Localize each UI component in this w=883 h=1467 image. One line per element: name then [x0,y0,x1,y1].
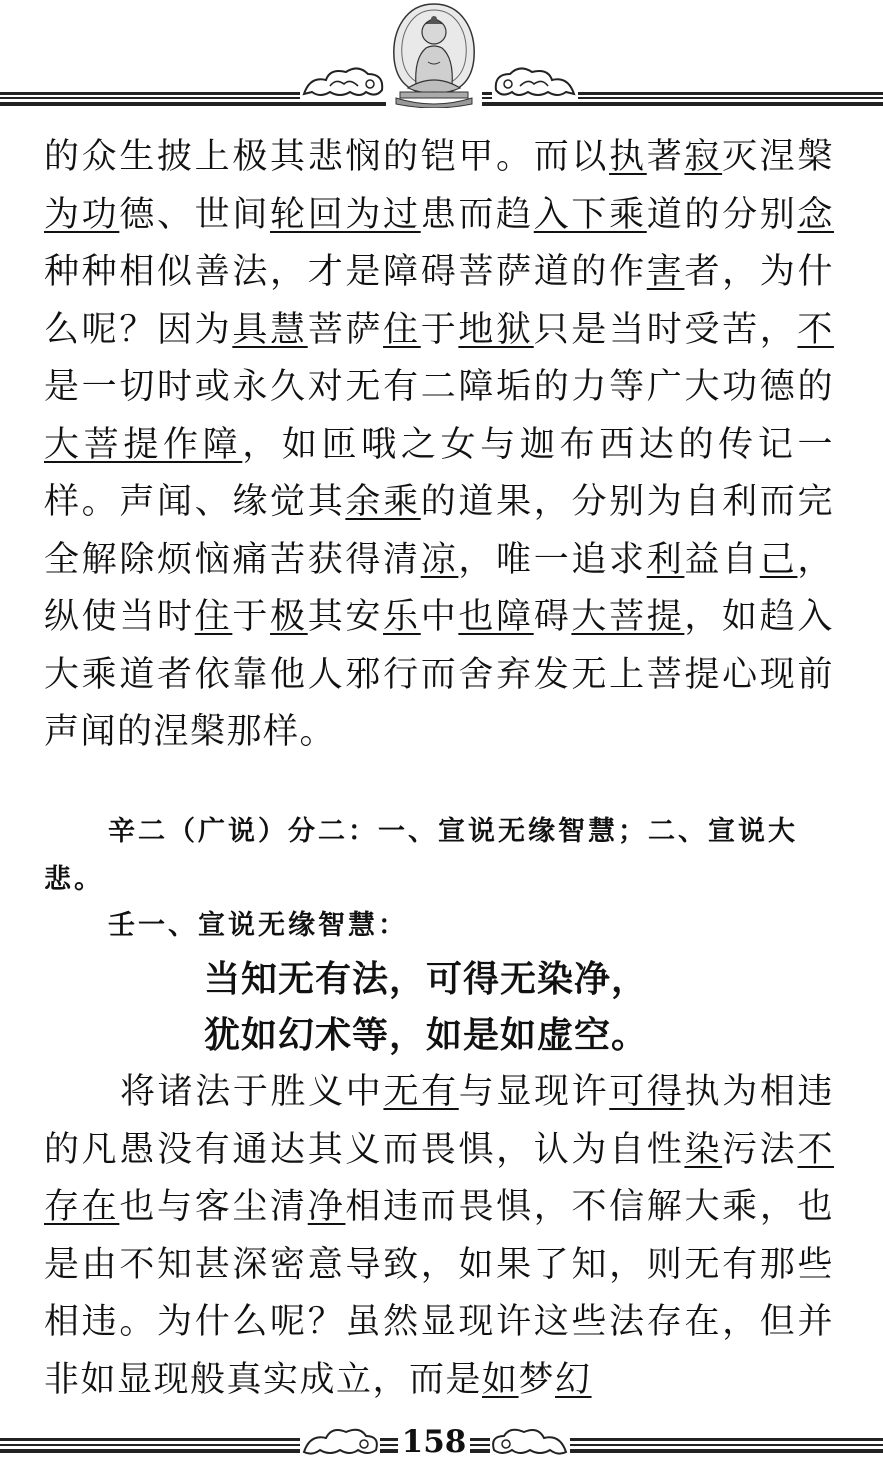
page-header [0,0,883,115]
text-run: 污法 [722,1129,798,1170]
cloud-ornament-right-icon [492,64,578,100]
underlined-text: 轮回为过 [270,194,421,235]
underlined-text: 念 [797,194,834,235]
text-run: 也与客尘清 [119,1187,308,1227]
underlined-text: 为功 [44,194,120,235]
text-run: 相违而畏惧，不信解大乘，也是由不知甚深密意导致，如果了知，则无有那些相违。为什么呢？虽然显现许这些法存在，但并非如显现般真实成立，而是 [44,1187,834,1400]
underlined-text: 极 [270,597,308,637]
paragraph-1 [44,129,834,762]
section-heading-1: 辛二（广说）分二：一、宣说无缘智慧；二、宣说大悲。 [44,816,798,895]
text-run: 灭涅槃 [722,137,834,177]
underlined-text: 幻 [555,1359,592,1400]
underlined-text: 不存在 [44,1129,834,1227]
underlined-text: 大菩提作障 [44,424,243,465]
underlined-text: 余乘 [345,482,421,522]
underlined-text: 也障 [458,597,534,637]
text-run: ，纵使当时 [44,539,834,637]
underlined-text: 乐 [383,597,421,637]
underlined-text: 如 [482,1359,519,1400]
buddha-emblem-icon [386,2,482,108]
text-run: 执为相违的凡愚没有通达其义而畏惧，认为自性 [44,1072,834,1170]
footer-cloud-right-icon [490,1424,570,1458]
verse-line-2: 犹如幻术等，如是如虚空。 [204,1015,649,1056]
text-run: 与显现许 [458,1072,610,1112]
text-run: 中 [420,597,459,637]
underlined-text: 入下乘 [533,194,647,235]
text-run: 益自 [684,539,760,580]
underlined-text: 不 [797,309,834,350]
paragraph-2-block [44,1064,834,1409]
cloud-ornament-left-icon [300,64,386,100]
text-run: 只是当时受苦， [533,309,798,350]
text-run: 是一切时或永久对无有二障垢的力等广大功德的 [44,367,834,407]
text-run: ，如匝哦之女与迦布西达的传记一样。声闻、缘觉其 [44,424,834,522]
section-heading-2: 壬一、宣说无缘智慧： [108,910,408,941]
page-number: 158 [398,1422,470,1462]
text-run: 的众生披上极其悲悯的铠甲。而以 [44,137,610,177]
footer-cloud-left-icon [300,1424,380,1458]
underlined-text: 大菩提 [571,597,685,637]
underlined-text: 具慧 [232,309,308,350]
underlined-text: 执 [609,137,647,177]
text-run: 其安 [307,597,384,637]
text-run: 碍 [533,597,572,637]
underlined-text: 可得 [609,1072,685,1112]
text-run: 著 [646,137,685,177]
text-run: 于 [232,597,271,637]
underlined-text: 害 [646,252,685,292]
underlined-text: 己 [759,539,798,580]
text-run: 于 [420,309,459,350]
paragraph-2 [44,1064,834,1409]
underlined-text: 染 [684,1129,723,1170]
underlined-text: 无有 [383,1072,459,1112]
text-run: 的道果，分别为自利而完全解除烦恼痛苦获得清 [44,482,834,580]
underlined-text: 住 [383,309,421,350]
verse-line-1: 当知无有法，可得无染净， [204,959,649,1000]
text-run: ，如趋入大乘道者依靠他人邪行而舍弃发无上菩提心现前声闻的涅槃那样。 [44,597,834,752]
underlined-text: 利 [646,539,685,580]
underlined-text: 地狱 [458,309,534,350]
text-run: 者，为什么呢？因为 [44,252,834,350]
text-run: 德、世间 [119,194,271,235]
underlined-text: 净 [307,1187,346,1227]
underlined-text: 凉 [420,539,459,580]
underlined-text: 寂 [684,137,723,177]
text-run: 梦 [518,1359,556,1400]
text-run: 将诸法于胜义中 [120,1072,384,1112]
text-run: 患而趋 [420,194,534,235]
text-run: 菩萨 [307,309,384,350]
text-run: 道的分别 [646,194,798,235]
underlined-text: 住 [194,597,233,637]
text-run: ，唯一追求 [458,539,647,580]
section-block [44,808,834,1064]
text-run: 种种相似善法，才是障碍菩萨道的作 [44,252,647,292]
paragraph-1-block [44,129,834,762]
